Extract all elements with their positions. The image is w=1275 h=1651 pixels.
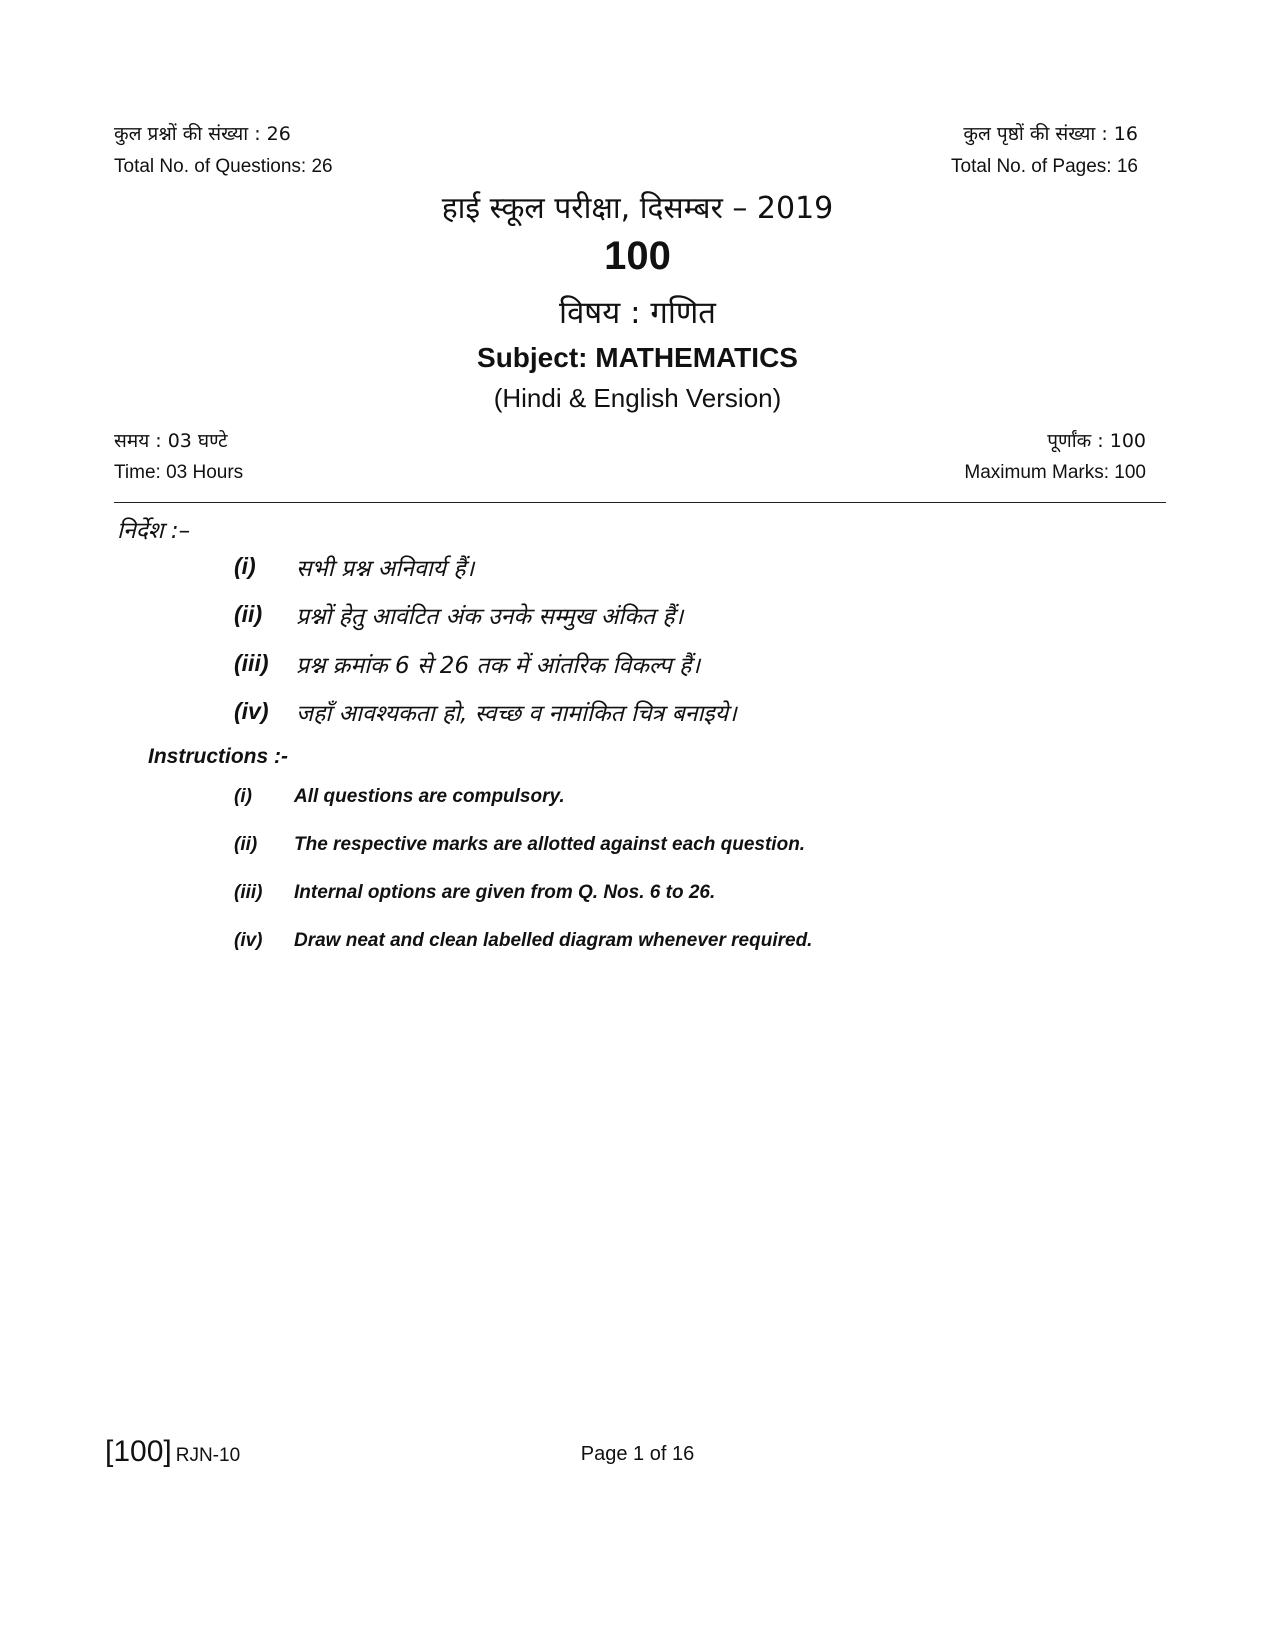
- instruction-english-number: (ii): [234, 834, 258, 855]
- instruction-english-text: The respective marks are allotted against each question.: [294, 834, 806, 855]
- footer-code-suffix: RJN-10: [175, 1445, 241, 1466]
- subject-english: Subject: MATHEMATICS: [477, 342, 798, 373]
- page-number: Page 1 of 16: [580, 1443, 695, 1465]
- paper-code: 100: [604, 234, 671, 278]
- footer-code-bracket: [100]: [105, 1435, 172, 1468]
- instruction-hindi-text: सभी प्रश्न अनिवार्य हैं।: [296, 556, 475, 582]
- instruction-english-text: All questions are compulsory.: [294, 786, 565, 807]
- instruction-english-number: (i): [234, 786, 252, 807]
- header-divider: [114, 502, 1166, 503]
- instruction-english-number: (iii): [234, 882, 263, 903]
- instruction-hindi-text: प्रश्नों हेतु आवंटित अंक उनके सम्मुख अंकित हैं।: [296, 604, 684, 630]
- instruction-hindi-item: [234, 698, 269, 725]
- max-marks-english: Maximum Marks: 100: [964, 462, 1146, 483]
- instructions-heading-english: Instructions :-: [148, 745, 288, 768]
- total-questions-english: Total No. of Questions: 26: [114, 156, 333, 177]
- total-questions-hindi: कुल प्रश्नों की संख्या : 26: [114, 123, 291, 145]
- instruction-number: (iv): [234, 698, 269, 724]
- exam-title-hindi: हाई स्कूल परीक्षा, दिसम्बर – 2019: [441, 191, 834, 226]
- instruction-hindi-text: प्रश्न क्रमांक 6 से 26 तक में आंतरिक विकल्प हैं।: [296, 653, 701, 679]
- max-marks-hindi: पूर्णांक : 100: [1047, 430, 1146, 452]
- version-label: (Hindi & English Version): [493, 383, 782, 413]
- instruction-hindi-item: [234, 601, 262, 628]
- instruction-hindi-text: जहाँ आवश्यकता हो, स्वच्छ व नामांकित चित्र बनाइये।: [296, 701, 737, 727]
- time-hindi: समय : 03 घण्टे: [114, 430, 228, 452]
- time-english: Time: 03 Hours: [114, 462, 244, 483]
- instruction-english-number: (iv): [234, 930, 263, 951]
- total-pages-english: Total No. of Pages: 16: [951, 156, 1138, 177]
- total-pages-hindi: कुल पृष्ठों की संख्या : 16: [963, 123, 1138, 145]
- instructions-heading-hindi: निर्देश :–: [117, 518, 191, 544]
- instruction-hindi-item: [234, 553, 256, 580]
- instruction-english-text: Internal options are given from Q. Nos. 6 to 26.: [294, 882, 716, 903]
- subject-hindi: विषय : गणित: [559, 295, 716, 331]
- instruction-number: (ii): [234, 601, 263, 627]
- instruction-hindi-item: [234, 650, 269, 677]
- instruction-english-text: Draw neat and clean labelled diagram whenever required.: [294, 930, 813, 951]
- instruction-number: (iii): [234, 650, 269, 676]
- instruction-number: (i): [234, 553, 256, 579]
